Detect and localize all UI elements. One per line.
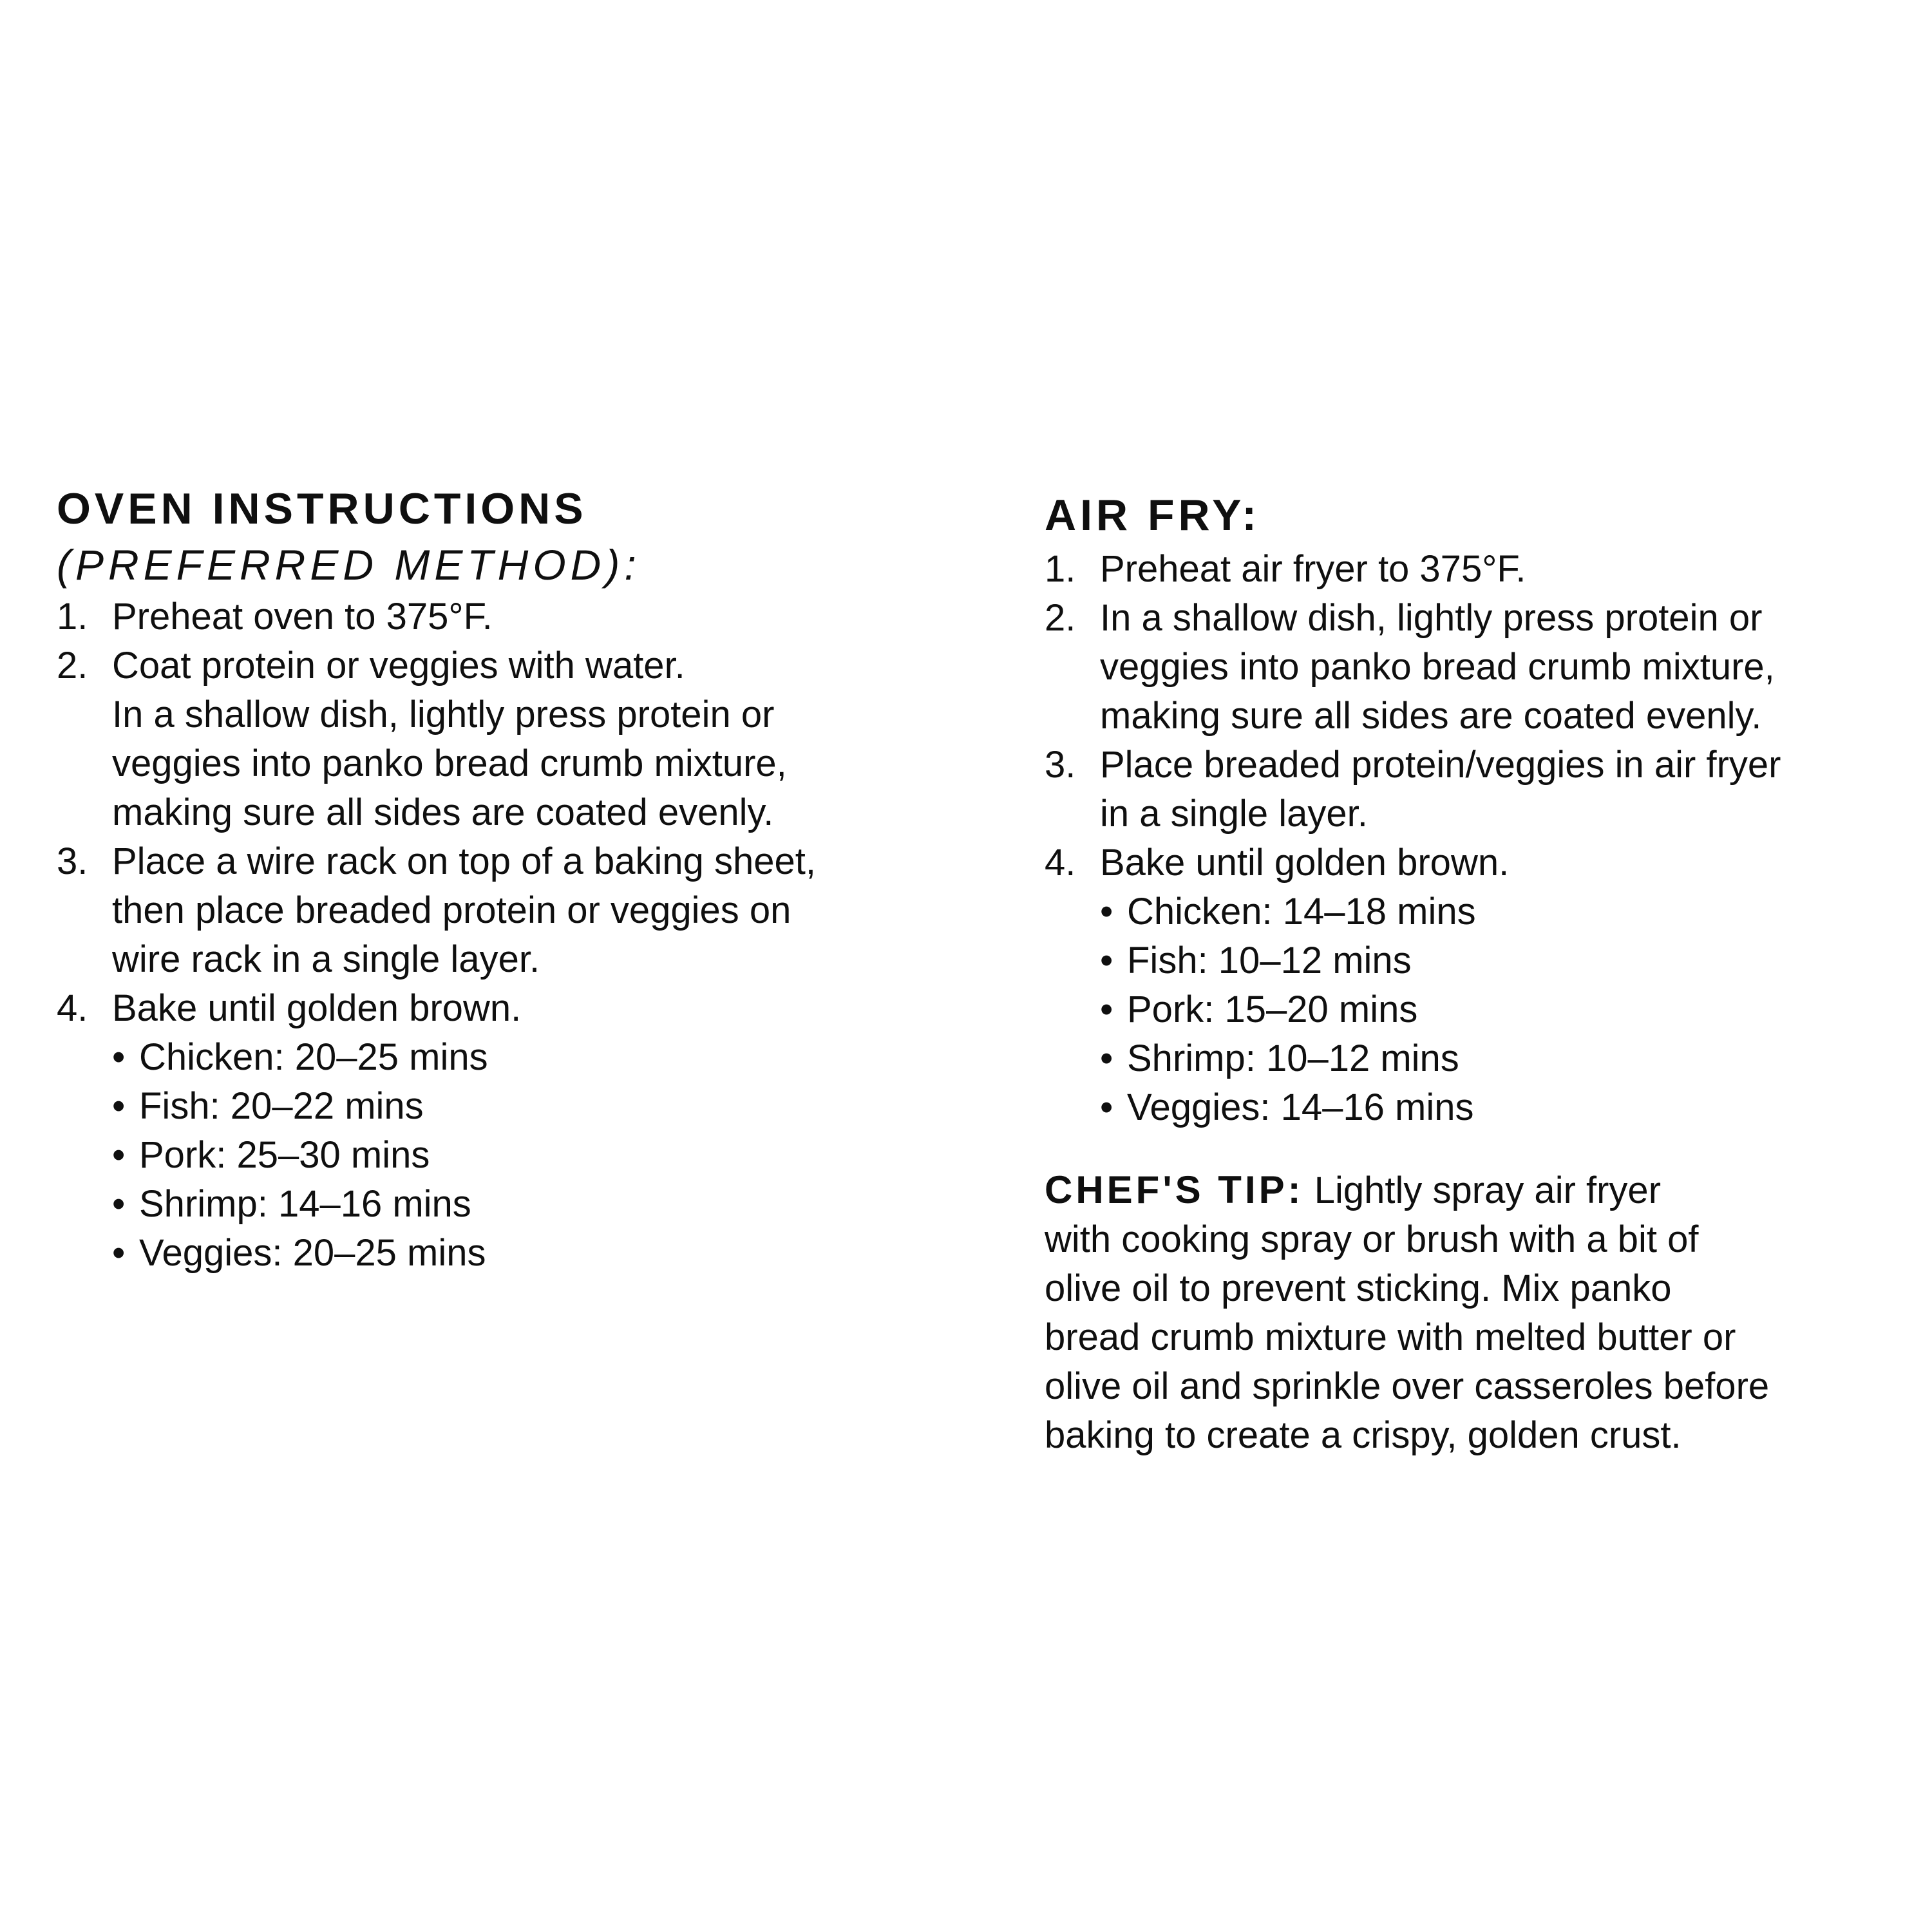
cook-time-text: Veggies: 14–16 mins [1127,1086,1474,1128]
oven-step [57,641,1023,837]
step-number: 2. [57,645,88,687]
bullet-icon: • [112,1134,126,1176]
bullet-icon: • [112,1183,126,1225]
cook-time-item [1100,936,1908,985]
step-number: 4. [1045,842,1076,884]
air-fry-steps-list [1045,545,1908,1132]
bullet-icon: • [1100,1037,1113,1079]
cook-time-item [112,1229,1023,1278]
step-number: 3. [1045,744,1076,786]
oven-steps-list [57,592,1023,1278]
step-text: In a shallow dish, lightly press protein or [1100,597,1763,639]
tip-label: CHEF'S TIP: [1045,1168,1304,1211]
oven-cook-times-list [112,1033,1023,1278]
tip-text: olive oil and sprinkle over casseroles before [1045,1365,1770,1407]
step-text: In a shallow dish, lightly press protein or [112,694,775,735]
step-text: making sure all sides are coated evenly. [112,791,774,833]
tip-text: Lightly spray air fryer [1303,1170,1662,1211]
step-text: Place a wire rack on top of a baking sheet, [112,840,816,882]
step-text: Bake until golden brown. [1100,842,1510,884]
cook-time-text: Pork: 25–30 mins [139,1134,430,1176]
step-number: 1. [1045,548,1076,590]
step-text: Bake until golden brown. [112,987,522,1029]
air-fry-step [1045,741,1908,838]
cook-time-text: Chicken: 14–18 mins [1127,891,1476,933]
cook-time-text: Veggies: 20–25 mins [139,1232,486,1274]
cook-time-item [112,1033,1023,1082]
oven-step [57,837,1023,984]
cook-time-item [112,1180,1023,1229]
cook-time-text: Pork: 15–20 mins [1127,989,1418,1030]
oven-subheading: (PREFERRED METHOD): [57,541,641,589]
air-fry-section [1045,489,1908,1460]
cook-time-item [1100,887,1908,936]
air-fry-step [1045,594,1908,741]
cook-time-item [1100,1034,1908,1083]
cook-time-text: Shrimp: 10–12 mins [1127,1037,1459,1079]
cook-time-text: Shrimp: 14–16 mins [139,1183,471,1225]
oven-heading: OVEN INSTRUCTIONS [57,484,587,533]
bullet-icon: • [1100,891,1113,933]
bullet-icon: • [112,1085,126,1127]
step-text: then place breaded protein or veggies on [112,889,791,931]
air-fry-heading: AIR FRY: [1045,491,1261,540]
bullet-icon: • [112,1036,126,1078]
air-fry-step [1045,545,1908,594]
oven-instructions-section [57,483,1023,1278]
tip-text: bread crumb mixture with melted butter or [1045,1316,1736,1358]
step-text: veggies into panko bread crumb mixture, [112,743,787,784]
step-number: 4. [57,987,88,1029]
step-number: 3. [57,840,88,882]
cook-time-text: Fish: 10–12 mins [1127,940,1412,981]
step-text: veggies into panko bread crumb mixture, [1100,646,1775,688]
cook-time-text: Fish: 20–22 mins [139,1085,424,1127]
bullet-icon: • [1100,1086,1113,1128]
step-number: 1. [57,596,88,638]
tip-text: olive oil to prevent sticking. Mix panko [1045,1267,1672,1309]
step-text: Place breaded protein/veggies in air fryer [1100,744,1781,786]
oven-step [57,984,1023,1278]
oven-step [57,592,1023,641]
cook-time-text: Chicken: 20–25 mins [139,1036,488,1078]
step-text: in a single layer. [1100,793,1368,835]
tip-text: with cooking spray or brush with a bit of [1045,1218,1699,1260]
air-fry-cook-times-list [1100,887,1908,1132]
step-text: Coat protein or veggies with water. [112,645,685,687]
step-text: wire rack in a single layer. [112,938,540,980]
bullet-icon: • [1100,989,1113,1030]
tip-first-line [1045,1166,1908,1215]
tip-text: baking to create a crispy, golden crust. [1045,1414,1681,1456]
step-text: Preheat air fryer to 375°F. [1100,548,1526,590]
cook-time-item [112,1131,1023,1180]
cook-time-item [1100,1083,1908,1132]
step-number: 2. [1045,597,1076,639]
step-text: Preheat oven to 375°F. [112,596,493,638]
bullet-icon: • [1100,940,1113,981]
chefs-tip [1045,1166,1908,1460]
cook-time-item [112,1082,1023,1131]
step-text: making sure all sides are coated evenly. [1100,695,1762,737]
cook-time-item [1100,985,1908,1034]
air-fry-step [1045,838,1908,1132]
bullet-icon: • [112,1232,126,1274]
